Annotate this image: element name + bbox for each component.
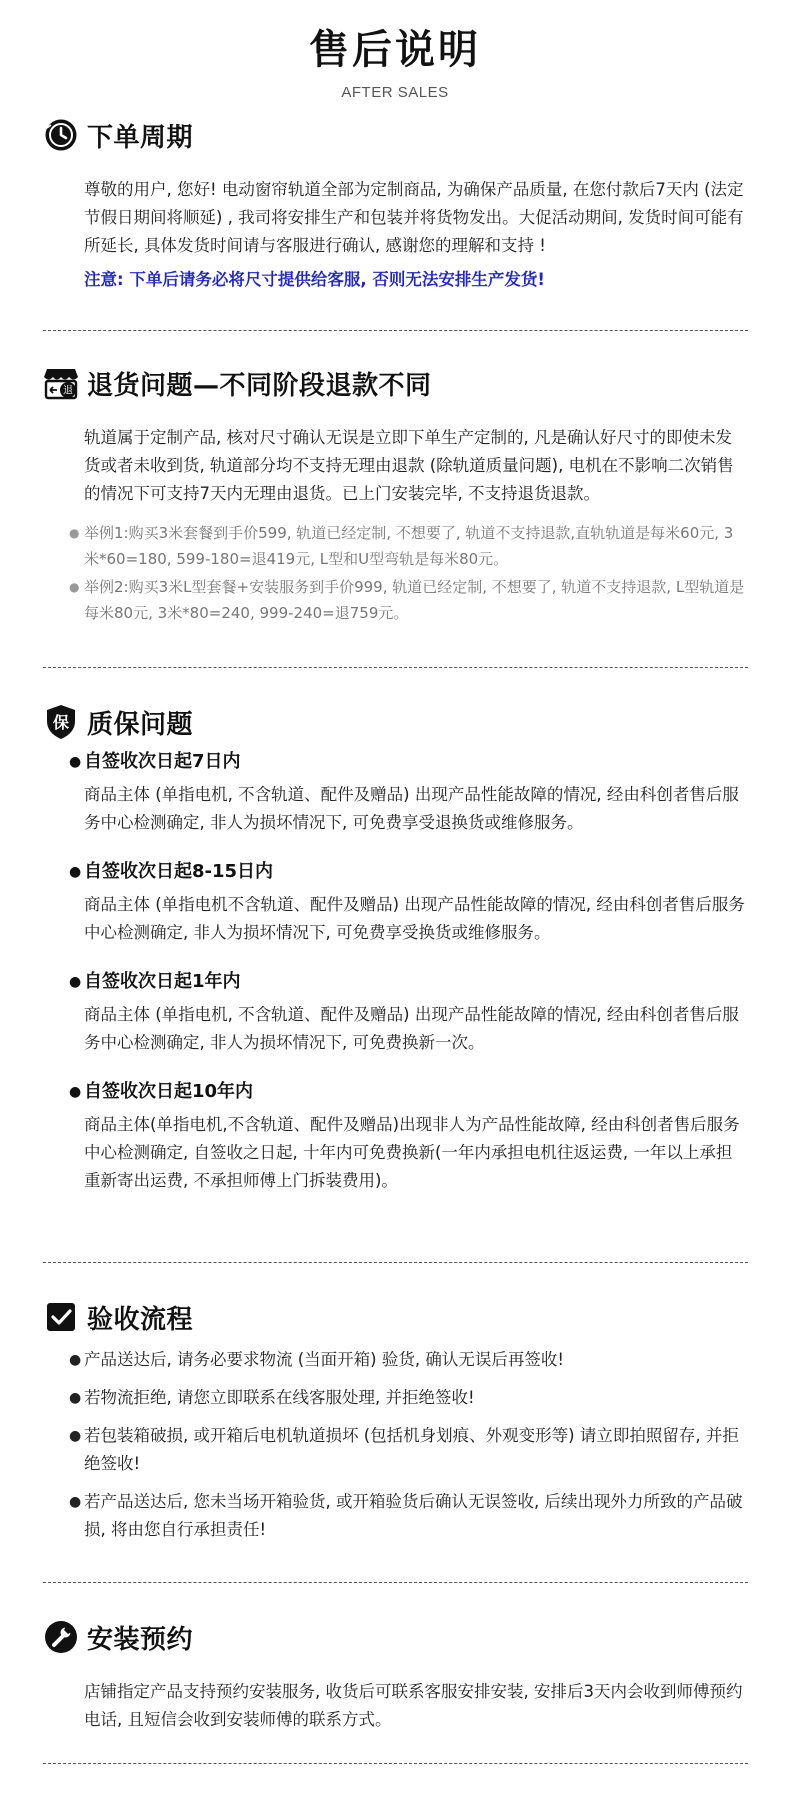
- section-order-cycle: [43, 116, 748, 294]
- warranty-period: [69, 857, 748, 887]
- section-inspection: [43, 1298, 748, 1554]
- section-header: [43, 1298, 748, 1336]
- list-item: [69, 520, 748, 572]
- list-item: [69, 1384, 748, 1412]
- shield-icon-label: 保: [52, 713, 70, 732]
- bullet-icon: ●: [69, 526, 80, 540]
- divider: [43, 330, 748, 331]
- section-title: 验收流程: [87, 1304, 194, 1335]
- installation-body: 店铺指定产品支持预约安装服务, 收货后可联系客服安排安装, 安排后3天内会收到师傅预约电话, 且短信会收到安装师傅的联系方式。: [84, 1682, 743, 1729]
- list-item: [69, 1346, 748, 1374]
- section-header: [43, 703, 748, 741]
- warranty-period: [69, 747, 748, 777]
- list-item: [69, 1422, 748, 1478]
- list-item: [69, 967, 748, 1057]
- divider: [43, 1582, 748, 1583]
- divider: [43, 1763, 748, 1764]
- section-header: [43, 1618, 748, 1656]
- divider: [43, 667, 748, 668]
- bullet-icon: ●: [69, 1084, 82, 1100]
- warranty-heading: 自签收次日起1年内: [84, 971, 241, 992]
- section-returns: [43, 364, 748, 628]
- returns-body: 轨道属于定制产品, 核对尺寸确认无误是立即下单生产定制的, 凡是确认好尺寸的即使未发货或者未收到货, 轨道部分均不支持无理由退款 (除轨道质量问题), 电机在不影响二次销售的情况下可支持7天内无理由退货。已上门安装完毕, 不支持退货退款。: [84, 428, 734, 503]
- list-item: [69, 857, 748, 947]
- section-installation: [43, 1618, 748, 1734]
- wrench-icon: [43, 1619, 79, 1655]
- inspection-text: 若产品送达后, 您未当场开箱验货, 或开箱验货后确认无误签收, 后续出现外力所致的产品破损, 将由您自行承担责任!: [84, 1492, 743, 1539]
- divider: [43, 1262, 748, 1263]
- section-title: 质保问题: [87, 709, 194, 740]
- shield-icon: [43, 704, 79, 740]
- example-text: 举例2:购买3米L型套餐+安装服务到手价999, 轨道已经定制, 不想要了, 轨道不支持退款, L型轨道是每米80元, 3米*80=240, 999-240=退759元。: [84, 578, 745, 622]
- warranty-heading: 自签收次日起7日内: [84, 751, 241, 772]
- bullet-icon: ●: [69, 1352, 82, 1368]
- example-text: 举例1:购买3米套餐到手价599, 轨道已经定制, 不想要了, 轨道不支持退款,直轨轨道是每米60元, 3米*60=180, 599-180=退419元, L型和U型弯轨是每米80元。: [84, 524, 734, 568]
- section-header: [43, 116, 748, 154]
- warranty-period: [69, 1077, 748, 1107]
- order-cycle-body: 尊敬的用户, 您好! 电动窗帘轨道全部为定制商品, 为确保产品质量, 在您付款后7天内 (法定节假日期间将顺延) , 我司将安排生产和包装并将货物发出。大促活动期间, 发货时间可能有所延长, 具体发货时间请与客服进行确认, 感谢您的理解和支持 !: [84, 180, 744, 255]
- section-title: 下单周期: [87, 122, 194, 153]
- list-item: [69, 747, 748, 837]
- warranty-text: 商品主体(单指电机,不含轨道、配件及赠品)出现非人为产品性能故障, 经由科创者售后服务中心检测确定, 自签收之日起, 十年内可免费换新(一年内承担电机往返运费, 一年以上承担重新寄出运费, 不承担师傅上门拆装费用)。: [84, 1115, 740, 1190]
- warranty-text: 商品主体 (单指电机不含轨道、配件及赠品) 出现产品性能故障的情况, 经由科创者售后服务中心检测确定, 非人为损坏情况下, 可免费享受换货或维修服务。: [84, 895, 745, 942]
- svg-text:退: 退: [63, 385, 73, 397]
- return-examples: [69, 520, 748, 626]
- clock-icon: [43, 117, 79, 153]
- bullet-icon: ●: [69, 1494, 82, 1510]
- warranty-text: 商品主体 (单指电机, 不含轨道、配件及赠品) 出现产品性能故障的情况, 经由科创者售后服务中心检测确定, 非人为损坏情况下, 可免费换新一次。: [84, 1005, 739, 1052]
- page-title: 售后说明: [309, 27, 481, 73]
- bullet-icon: ●: [69, 1428, 82, 1444]
- order-notice: 注意: 下单后请务必将尺寸提供给客服, 否则无法安排生产发货!: [84, 270, 545, 289]
- page-header: [0, 0, 790, 101]
- inspection-text: 若包装箱破损, 或开箱后电机轨道损坏 (包括机身划痕、外观变形等) 请立即拍照留存, 并拒绝签收!: [84, 1426, 739, 1473]
- bullet-icon: ●: [69, 974, 82, 990]
- section-title: 退货问题—不同阶段退款不同: [87, 370, 432, 401]
- bullet-icon: ●: [69, 580, 80, 594]
- warranty-heading: 自签收次日起8-15日内: [84, 861, 274, 882]
- section-header: [43, 364, 748, 402]
- list-item: [69, 1077, 748, 1195]
- bullet-icon: ●: [69, 754, 82, 770]
- page-subtitle: AFTER SALES: [341, 84, 449, 101]
- section-warranty: [43, 703, 748, 1195]
- list-item: [69, 1488, 748, 1544]
- list-item: [69, 574, 748, 626]
- checkbox-icon: [43, 1299, 79, 1335]
- inspection-list: [69, 1346, 748, 1544]
- warranty-period: [69, 967, 748, 997]
- store-return-icon: [43, 365, 79, 401]
- bullet-icon: ●: [69, 1390, 82, 1406]
- warranty-text: 商品主体 (单指电机, 不含轨道、配件及赠品) 出现产品性能故障的情况, 经由科创者售后服务中心检测确定, 非人为损坏情况下, 可免费享受退换货或维修服务。: [84, 785, 739, 832]
- inspection-text: 若物流拒绝, 请您立即联系在线客服处理, 并拒绝签收!: [84, 1388, 475, 1407]
- bullet-icon: ●: [69, 864, 82, 880]
- warranty-heading: 自签收次日起10年内: [84, 1081, 254, 1102]
- inspection-text: 产品送达后, 请务必要求物流 (当面开箱) 验货, 确认无误后再签收!: [84, 1350, 564, 1369]
- section-title: 安装预约: [87, 1624, 194, 1655]
